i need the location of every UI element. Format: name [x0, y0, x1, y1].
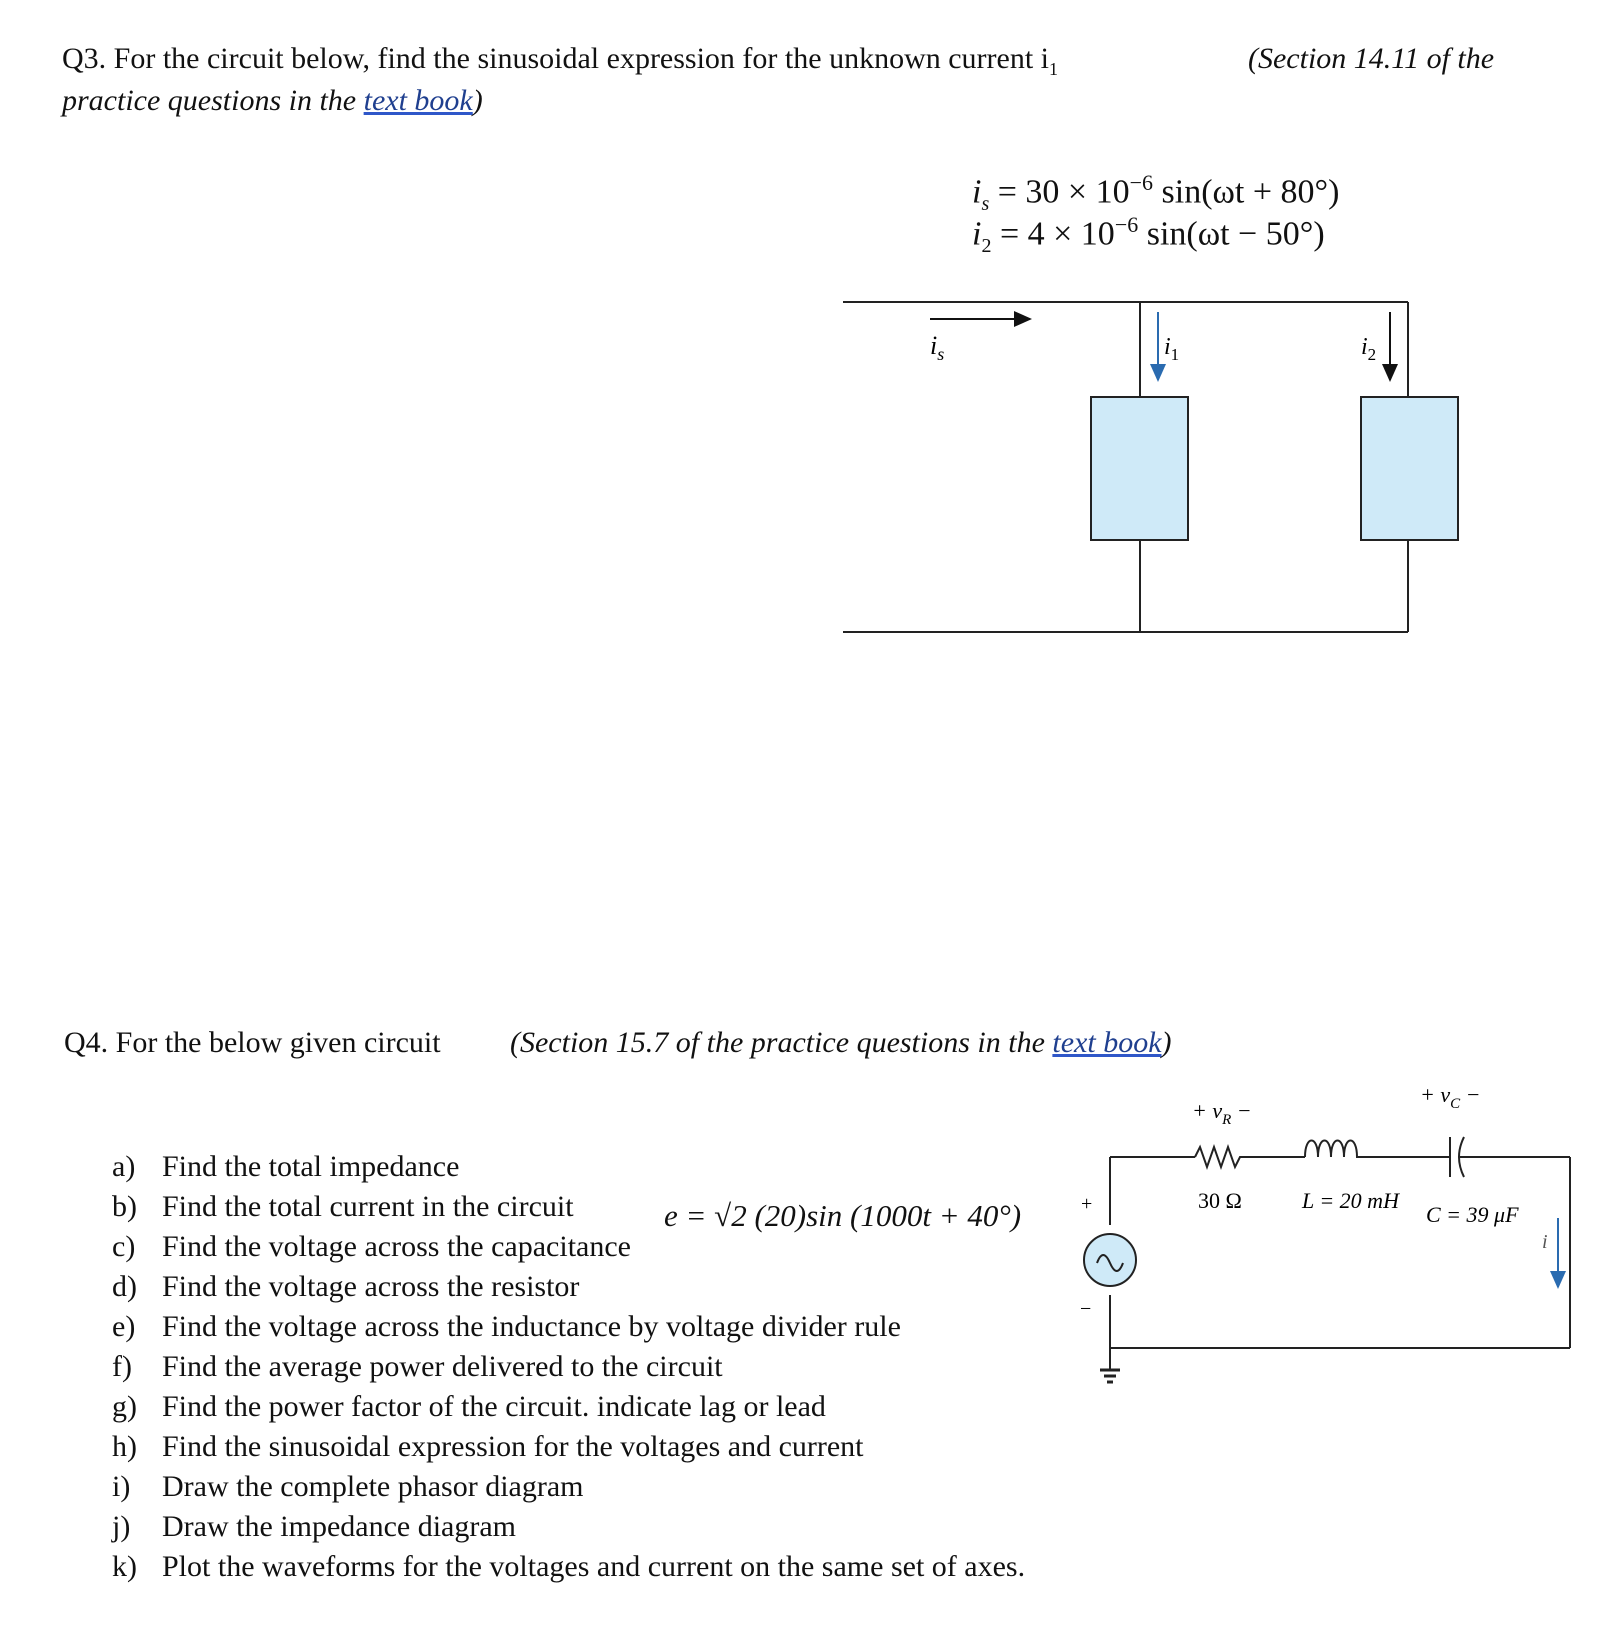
part-text: Find the total impedance — [162, 1150, 460, 1183]
i2-label: $i_2$ — [1361, 334, 1377, 364]
part-text: Find the sinusoidal expression for the voltages and current — [162, 1430, 864, 1463]
source-expression: e = √2 (20)sin (1000t + 40°) — [664, 1198, 1022, 1233]
q3-question-text: Q3. For the circuit below, find the sinusoidal expression for the unknown current i — [62, 42, 1050, 75]
l-value: L = 20 mH — [1302, 1188, 1399, 1213]
q4-part-g — [112, 1387, 1025, 1427]
q4-part-a — [112, 1147, 1025, 1187]
part-label: j) — [112, 1510, 131, 1543]
part-label: e) — [112, 1310, 136, 1343]
part-label: a) — [112, 1150, 136, 1183]
part-text: Find the total current in the circuit — [162, 1190, 574, 1223]
i2-eq-rhs: = 4 × 10 — [999, 215, 1115, 253]
q4-part-k — [112, 1547, 1025, 1587]
q3-textbook-link[interactable]: text book — [363, 84, 473, 117]
part-text: Find the voltage across the inductance by voltage divider rule — [162, 1310, 901, 1343]
part-text: Find the power factor of the circuit. indicate lag or lead — [162, 1390, 826, 1423]
part-text: Find the average power delivered to the circuit — [162, 1350, 723, 1383]
q4-part-h — [112, 1427, 1025, 1467]
q4-circuit — [1080, 1080, 1585, 1410]
i2-eq-exp: −6 — [1114, 212, 1139, 237]
is-eq-lhs-sub: s — [981, 193, 990, 216]
resistor-symbol — [1195, 1147, 1245, 1167]
q4-section-ref — [510, 1028, 1172, 1058]
i-label: i — [1542, 1231, 1548, 1253]
q4-heading: Q4. For the below given circuit — [64, 1026, 441, 1059]
q4-part-c — [112, 1227, 1025, 1267]
q3-question-sub: 1 — [1049, 59, 1059, 79]
part-text: Plot the waveforms for the voltages and current on the same set of axes. — [162, 1550, 1026, 1583]
part-label: c) — [112, 1230, 136, 1263]
i2-eq-lhs: i — [972, 215, 982, 253]
ac-source-symbol — [1084, 1234, 1136, 1286]
branch2-element — [1361, 397, 1458, 540]
c-value: C = 39 μF — [1426, 1202, 1519, 1227]
part-label: k) — [112, 1550, 137, 1583]
is-eq-fn: sin(ωt + 80°) — [1153, 173, 1340, 211]
ground-icon — [1100, 1370, 1120, 1382]
q4-part-j — [112, 1507, 1025, 1547]
q4-part-e — [112, 1307, 1025, 1347]
i2-eq-fn: sin(ωt − 50°) — [1138, 215, 1325, 253]
is-label: $i_s$ — [930, 331, 945, 364]
part-text: Find the voltage across the resistor — [162, 1270, 580, 1303]
vr-label: + $v_R$ − — [1192, 1098, 1252, 1128]
is-eq-exp: −6 — [1129, 170, 1154, 195]
q4-textbook-link[interactable]: text book — [1052, 1026, 1162, 1059]
q3-circuit — [0, 0, 1600, 700]
i1-label: $i_1$ — [1164, 334, 1180, 364]
q4-part-f — [112, 1347, 1025, 1387]
q3-section-ref-close: ) — [472, 84, 483, 117]
is-eq-lhs: i — [972, 173, 982, 211]
part-label: i) — [112, 1470, 131, 1503]
vc-label: + $v_C$ − — [1420, 1082, 1481, 1112]
part-label: f) — [112, 1350, 132, 1383]
inductor-symbol — [1305, 1141, 1364, 1158]
part-label: h) — [112, 1430, 137, 1463]
q4-part-d — [112, 1267, 1025, 1307]
part-text: Draw the impedance diagram — [162, 1510, 517, 1543]
q4-section-ref-text: (Section 15.7 of the practice questions in the — [510, 1026, 1053, 1059]
source-minus: − — [1080, 1298, 1092, 1320]
q3-section-ref-line1: (Section 14.11 of the — [1248, 42, 1495, 75]
i2-eq-lhs-sub: 2 — [981, 235, 992, 258]
part-text: Find the voltage across the capacitance — [162, 1230, 631, 1263]
source-plus: + — [1081, 1193, 1093, 1215]
q3-section-ref-text: practice questions in the — [62, 84, 364, 117]
q4-section-ref-close: ) — [1161, 1026, 1172, 1059]
branch1-element — [1091, 397, 1188, 540]
r-value: 30 Ω — [1198, 1188, 1242, 1213]
part-label: d) — [112, 1270, 137, 1303]
part-label: g) — [112, 1390, 137, 1423]
part-label: b) — [112, 1190, 137, 1223]
is-eq-rhs: = 30 × 10 — [997, 173, 1130, 211]
q4-part-i — [112, 1467, 1025, 1507]
part-text: Draw the complete phasor diagram — [162, 1470, 584, 1503]
